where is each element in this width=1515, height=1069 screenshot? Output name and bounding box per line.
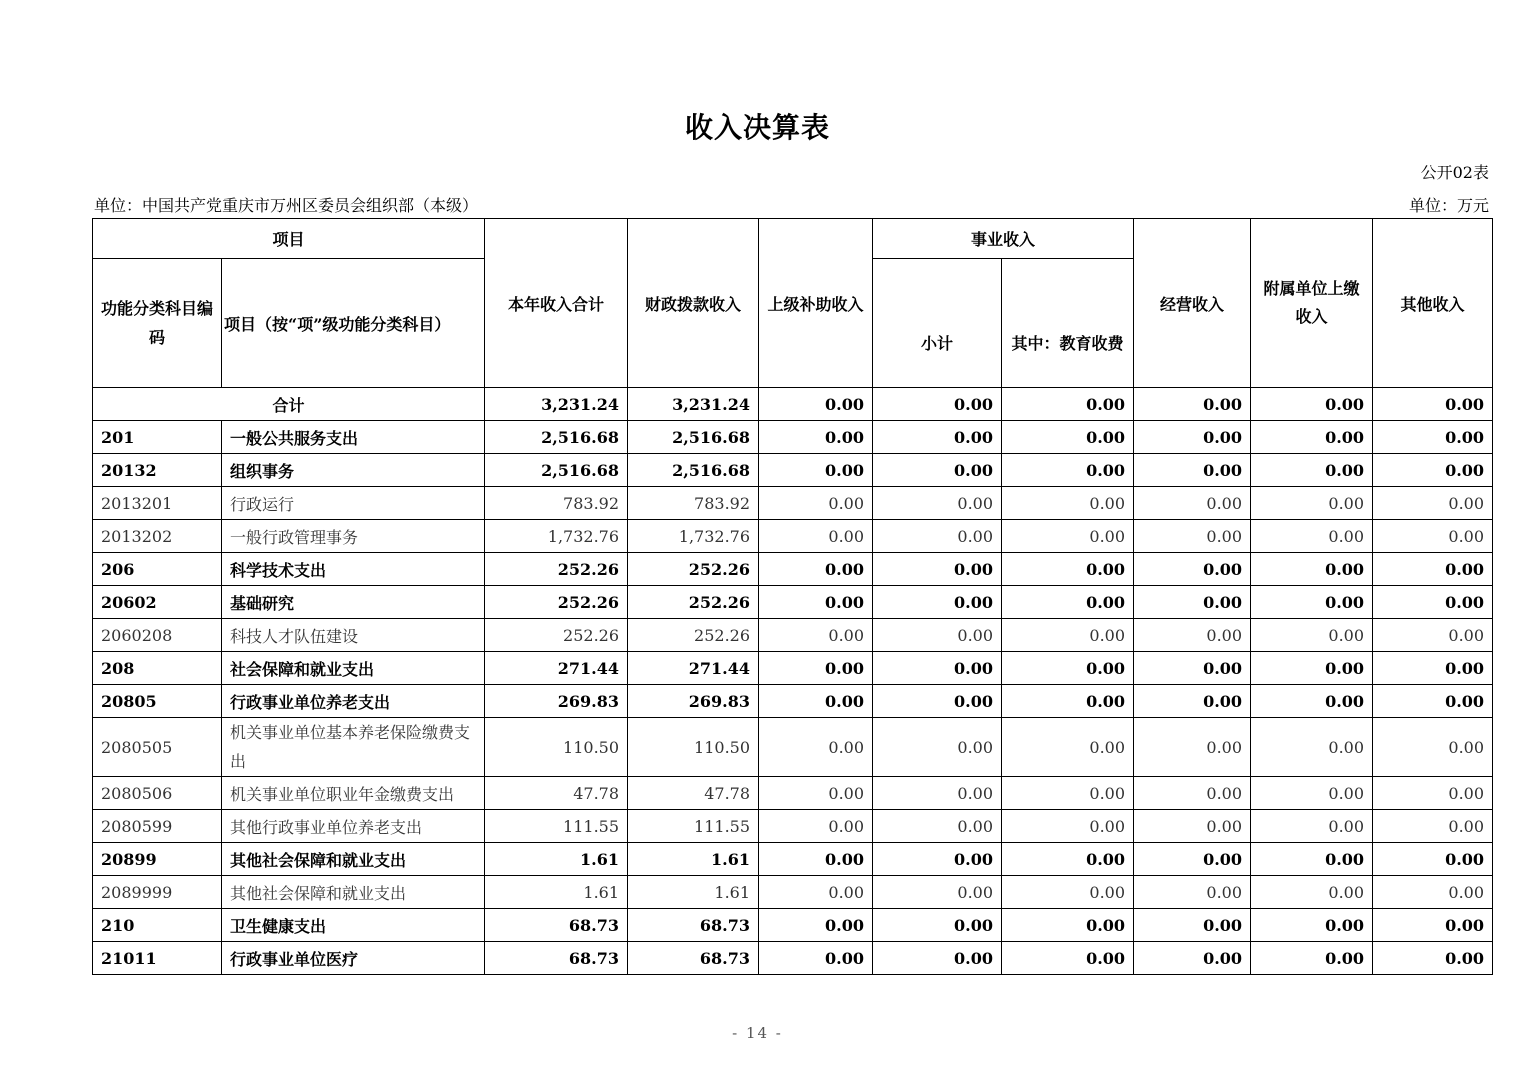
row-name: 社会保障和就业支出 bbox=[222, 652, 485, 685]
row-education-fee: 0.00 bbox=[1002, 652, 1134, 685]
summary-operating: 0.00 bbox=[1134, 388, 1251, 421]
row-name: 科技人才队伍建设 bbox=[222, 619, 485, 652]
row-education-fee: 0.00 bbox=[1002, 843, 1134, 876]
header-code: 功能分类科目编码 bbox=[93, 259, 222, 388]
row-superior-subsidy: 0.00 bbox=[759, 942, 873, 975]
row-code: 2013202 bbox=[93, 520, 222, 553]
row-code: 20805 bbox=[93, 685, 222, 718]
row-fiscal: 68.73 bbox=[628, 909, 759, 942]
row-total-income: 68.73 bbox=[485, 942, 628, 975]
row-affiliated: 0.00 bbox=[1251, 421, 1373, 454]
row-affiliated: 0.00 bbox=[1251, 586, 1373, 619]
header-subtotal: 小计 bbox=[873, 259, 1002, 388]
row-operating: 0.00 bbox=[1134, 942, 1251, 975]
row-education-fee: 0.00 bbox=[1002, 454, 1134, 487]
row-education-fee: 0.00 bbox=[1002, 520, 1134, 553]
row-superior-subsidy: 0.00 bbox=[759, 876, 873, 909]
row-code: 2060208 bbox=[93, 619, 222, 652]
row-other: 0.00 bbox=[1373, 487, 1493, 520]
table-row bbox=[93, 487, 1493, 520]
row-operating: 0.00 bbox=[1134, 843, 1251, 876]
row-other: 0.00 bbox=[1373, 718, 1493, 777]
summary-subtotal: 0.00 bbox=[873, 388, 1002, 421]
table-row bbox=[93, 520, 1493, 553]
header-affiliated: 附属单位上缴收入 bbox=[1251, 219, 1373, 388]
row-code: 20132 bbox=[93, 454, 222, 487]
row-education-fee: 0.00 bbox=[1002, 487, 1134, 520]
row-education-fee: 0.00 bbox=[1002, 421, 1134, 454]
row-other: 0.00 bbox=[1373, 586, 1493, 619]
row-superior-subsidy: 0.00 bbox=[759, 586, 873, 619]
row-subtotal: 0.00 bbox=[873, 487, 1002, 520]
row-operating: 0.00 bbox=[1134, 685, 1251, 718]
row-superior-subsidy: 0.00 bbox=[759, 777, 873, 810]
row-education-fee: 0.00 bbox=[1002, 876, 1134, 909]
row-affiliated: 0.00 bbox=[1251, 553, 1373, 586]
row-code: 206 bbox=[93, 553, 222, 586]
row-superior-subsidy: 0.00 bbox=[759, 619, 873, 652]
row-code: 208 bbox=[93, 652, 222, 685]
row-fiscal: 111.55 bbox=[628, 810, 759, 843]
row-total-income: 111.55 bbox=[485, 810, 628, 843]
row-other: 0.00 bbox=[1373, 619, 1493, 652]
row-total-income: 1.61 bbox=[485, 843, 628, 876]
row-operating: 0.00 bbox=[1134, 718, 1251, 777]
row-affiliated: 0.00 bbox=[1251, 652, 1373, 685]
income-table bbox=[92, 218, 1493, 975]
row-name: 机关事业单位基本养老保险缴费支出 bbox=[222, 718, 485, 777]
row-name: 行政事业单位医疗 bbox=[222, 942, 485, 975]
row-code: 2080505 bbox=[93, 718, 222, 777]
row-subtotal: 0.00 bbox=[873, 718, 1002, 777]
row-total-income: 252.26 bbox=[485, 586, 628, 619]
table-row bbox=[93, 652, 1493, 685]
row-affiliated: 0.00 bbox=[1251, 909, 1373, 942]
table-row bbox=[93, 810, 1493, 843]
row-affiliated: 0.00 bbox=[1251, 487, 1373, 520]
row-other: 0.00 bbox=[1373, 652, 1493, 685]
row-name: 行政事业单位养老支出 bbox=[222, 685, 485, 718]
row-affiliated: 0.00 bbox=[1251, 619, 1373, 652]
row-superior-subsidy: 0.00 bbox=[759, 843, 873, 876]
row-operating: 0.00 bbox=[1134, 909, 1251, 942]
header-business-income: 事业收入 bbox=[873, 219, 1134, 259]
row-other: 0.00 bbox=[1373, 810, 1493, 843]
row-total-income: 1,732.76 bbox=[485, 520, 628, 553]
row-fiscal: 68.73 bbox=[628, 942, 759, 975]
row-code: 210 bbox=[93, 909, 222, 942]
header-name: 项目（按“项”级功能分类科目） bbox=[222, 259, 485, 388]
row-affiliated: 0.00 bbox=[1251, 685, 1373, 718]
header-total-income: 本年收入合计 bbox=[485, 219, 628, 388]
header-superior-subsidy: 上级补助收入 bbox=[759, 219, 873, 388]
row-subtotal: 0.00 bbox=[873, 553, 1002, 586]
row-superior-subsidy: 0.00 bbox=[759, 909, 873, 942]
row-code: 201 bbox=[93, 421, 222, 454]
row-other: 0.00 bbox=[1373, 942, 1493, 975]
row-fiscal: 110.50 bbox=[628, 718, 759, 777]
row-total-income: 2,516.68 bbox=[485, 454, 628, 487]
organization-unit: 单位：中国共产党重庆市万州区委员会组织部（本级） bbox=[94, 196, 479, 215]
row-superior-subsidy: 0.00 bbox=[759, 718, 873, 777]
row-affiliated: 0.00 bbox=[1251, 843, 1373, 876]
row-operating: 0.00 bbox=[1134, 454, 1251, 487]
row-other: 0.00 bbox=[1373, 553, 1493, 586]
row-affiliated: 0.00 bbox=[1251, 520, 1373, 553]
row-operating: 0.00 bbox=[1134, 876, 1251, 909]
table-row bbox=[93, 454, 1493, 487]
row-superior-subsidy: 0.00 bbox=[759, 652, 873, 685]
row-name: 组织事务 bbox=[222, 454, 485, 487]
row-subtotal: 0.00 bbox=[873, 586, 1002, 619]
form-number: 公开02表 bbox=[1420, 163, 1489, 182]
header-project: 项目 bbox=[93, 219, 485, 259]
table-row bbox=[93, 553, 1493, 586]
row-other: 0.00 bbox=[1373, 685, 1493, 718]
row-total-income: 68.73 bbox=[485, 909, 628, 942]
row-other: 0.00 bbox=[1373, 777, 1493, 810]
row-education-fee: 0.00 bbox=[1002, 777, 1134, 810]
row-superior-subsidy: 0.00 bbox=[759, 520, 873, 553]
summary-superior-subsidy: 0.00 bbox=[759, 388, 873, 421]
row-fiscal: 269.83 bbox=[628, 685, 759, 718]
table-row bbox=[93, 685, 1493, 718]
row-operating: 0.00 bbox=[1134, 553, 1251, 586]
row-other: 0.00 bbox=[1373, 421, 1493, 454]
row-subtotal: 0.00 bbox=[873, 777, 1002, 810]
row-subtotal: 0.00 bbox=[873, 619, 1002, 652]
row-education-fee: 0.00 bbox=[1002, 909, 1134, 942]
row-name: 一般公共服务支出 bbox=[222, 421, 485, 454]
row-fiscal: 271.44 bbox=[628, 652, 759, 685]
row-operating: 0.00 bbox=[1134, 520, 1251, 553]
row-name: 其他社会保障和就业支出 bbox=[222, 843, 485, 876]
row-education-fee: 0.00 bbox=[1002, 685, 1134, 718]
row-name: 其他行政事业单位养老支出 bbox=[222, 810, 485, 843]
row-superior-subsidy: 0.00 bbox=[759, 421, 873, 454]
page-title: 收入决算表 bbox=[684, 111, 830, 144]
row-name: 科学技术支出 bbox=[222, 553, 485, 586]
table-row bbox=[93, 942, 1493, 975]
row-other: 0.00 bbox=[1373, 454, 1493, 487]
row-total-income: 252.26 bbox=[485, 553, 628, 586]
row-name: 机关事业单位职业年金缴费支出 bbox=[222, 777, 485, 810]
row-fiscal: 47.78 bbox=[628, 777, 759, 810]
row-fiscal: 783.92 bbox=[628, 487, 759, 520]
row-other: 0.00 bbox=[1373, 520, 1493, 553]
table-row bbox=[93, 843, 1493, 876]
header-other: 其他收入 bbox=[1373, 219, 1493, 388]
row-code: 20602 bbox=[93, 586, 222, 619]
table-row bbox=[93, 777, 1493, 810]
row-total-income: 252.26 bbox=[485, 619, 628, 652]
row-affiliated: 0.00 bbox=[1251, 777, 1373, 810]
table-row bbox=[93, 619, 1493, 652]
header-education-fee: 其中：教育收费 bbox=[1002, 259, 1134, 388]
row-fiscal: 252.26 bbox=[628, 553, 759, 586]
row-education-fee: 0.00 bbox=[1002, 586, 1134, 619]
summary-total-income: 3,231.24 bbox=[485, 388, 628, 421]
row-operating: 0.00 bbox=[1134, 586, 1251, 619]
row-fiscal: 252.26 bbox=[628, 619, 759, 652]
row-code: 2080506 bbox=[93, 777, 222, 810]
row-affiliated: 0.00 bbox=[1251, 718, 1373, 777]
row-operating: 0.00 bbox=[1134, 487, 1251, 520]
row-operating: 0.00 bbox=[1134, 652, 1251, 685]
row-operating: 0.00 bbox=[1134, 421, 1251, 454]
row-subtotal: 0.00 bbox=[873, 810, 1002, 843]
row-subtotal: 0.00 bbox=[873, 685, 1002, 718]
row-education-fee: 0.00 bbox=[1002, 810, 1134, 843]
row-subtotal: 0.00 bbox=[873, 520, 1002, 553]
row-affiliated: 0.00 bbox=[1251, 876, 1373, 909]
row-operating: 0.00 bbox=[1134, 777, 1251, 810]
row-fiscal: 2,516.68 bbox=[628, 454, 759, 487]
row-education-fee: 0.00 bbox=[1002, 718, 1134, 777]
currency-unit: 单位：万元 bbox=[1408, 196, 1489, 215]
header-operating: 经营收入 bbox=[1134, 219, 1251, 388]
row-name: 基础研究 bbox=[222, 586, 485, 619]
row-affiliated: 0.00 bbox=[1251, 454, 1373, 487]
row-fiscal: 1,732.76 bbox=[628, 520, 759, 553]
row-fiscal: 252.26 bbox=[628, 586, 759, 619]
row-affiliated: 0.00 bbox=[1251, 942, 1373, 975]
table-row bbox=[93, 421, 1493, 454]
row-total-income: 110.50 bbox=[485, 718, 628, 777]
row-subtotal: 0.00 bbox=[873, 843, 1002, 876]
row-total-income: 1.61 bbox=[485, 876, 628, 909]
row-name: 一般行政管理事务 bbox=[222, 520, 485, 553]
row-name: 卫生健康支出 bbox=[222, 909, 485, 942]
row-superior-subsidy: 0.00 bbox=[759, 810, 873, 843]
row-superior-subsidy: 0.00 bbox=[759, 553, 873, 586]
table-row bbox=[93, 876, 1493, 909]
row-total-income: 269.83 bbox=[485, 685, 628, 718]
summary-affiliated: 0.00 bbox=[1251, 388, 1373, 421]
table-row bbox=[93, 586, 1493, 619]
row-name: 行政运行 bbox=[222, 487, 485, 520]
row-subtotal: 0.00 bbox=[873, 876, 1002, 909]
row-subtotal: 0.00 bbox=[873, 454, 1002, 487]
row-total-income: 47.78 bbox=[485, 777, 628, 810]
row-total-income: 2,516.68 bbox=[485, 421, 628, 454]
summary-label: 合计 bbox=[93, 388, 485, 421]
header-fiscal: 财政拨款收入 bbox=[628, 219, 759, 388]
row-code: 21011 bbox=[93, 942, 222, 975]
row-subtotal: 0.00 bbox=[873, 652, 1002, 685]
row-superior-subsidy: 0.00 bbox=[759, 487, 873, 520]
table-row bbox=[93, 909, 1493, 942]
row-fiscal: 2,516.68 bbox=[628, 421, 759, 454]
table-row bbox=[93, 718, 1493, 777]
row-other: 0.00 bbox=[1373, 909, 1493, 942]
summary-education-fee: 0.00 bbox=[1002, 388, 1134, 421]
row-education-fee: 0.00 bbox=[1002, 619, 1134, 652]
row-education-fee: 0.00 bbox=[1002, 553, 1134, 586]
row-subtotal: 0.00 bbox=[873, 942, 1002, 975]
row-operating: 0.00 bbox=[1134, 810, 1251, 843]
row-superior-subsidy: 0.00 bbox=[759, 685, 873, 718]
row-fiscal: 1.61 bbox=[628, 843, 759, 876]
row-other: 0.00 bbox=[1373, 843, 1493, 876]
row-education-fee: 0.00 bbox=[1002, 942, 1134, 975]
row-code: 2089999 bbox=[93, 876, 222, 909]
row-fiscal: 1.61 bbox=[628, 876, 759, 909]
summary-fiscal: 3,231.24 bbox=[628, 388, 759, 421]
row-subtotal: 0.00 bbox=[873, 909, 1002, 942]
row-code: 2013201 bbox=[93, 487, 222, 520]
row-total-income: 783.92 bbox=[485, 487, 628, 520]
row-code: 20899 bbox=[93, 843, 222, 876]
row-other: 0.00 bbox=[1373, 876, 1493, 909]
summary-row bbox=[93, 388, 1493, 421]
row-code: 2080599 bbox=[93, 810, 222, 843]
row-superior-subsidy: 0.00 bbox=[759, 454, 873, 487]
row-total-income: 271.44 bbox=[485, 652, 628, 685]
row-subtotal: 0.00 bbox=[873, 421, 1002, 454]
page-number: - 14 - bbox=[732, 1024, 783, 1042]
row-operating: 0.00 bbox=[1134, 619, 1251, 652]
row-affiliated: 0.00 bbox=[1251, 810, 1373, 843]
row-name: 其他社会保障和就业支出 bbox=[222, 876, 485, 909]
summary-other: 0.00 bbox=[1373, 388, 1493, 421]
